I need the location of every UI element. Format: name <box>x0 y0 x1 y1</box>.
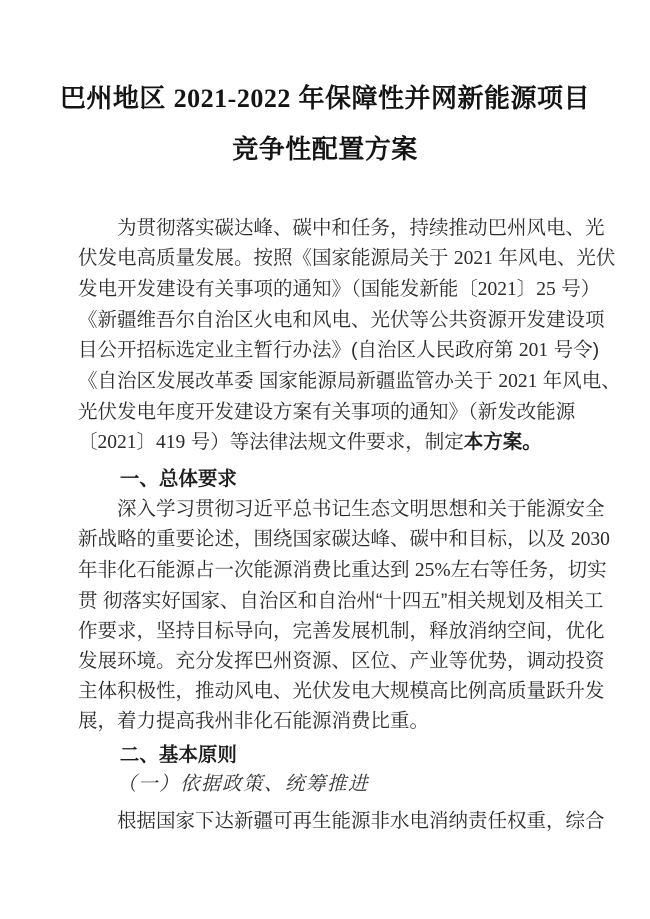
section-heading-2: 二、基本原则 <box>119 744 237 766</box>
paragraph-line: 《自治区发展改革委 国家能源局新疆监管办关于 2021 年风电、 <box>78 370 621 392</box>
paragraph-line: 新战略的重要论述，围绕国家碳达峰、碳中和目标，以及 2030 <box>78 528 610 550</box>
paragraph-line: 作要求，坚持目标导向，完善发展机制，释放消纳空间，优化 <box>78 620 605 642</box>
section-heading-1: 一、总体要求 <box>119 468 237 490</box>
paragraph-line: 伏发电高质量发展。按照《国家能源局关于 2021 年风电、光伏 <box>78 247 616 269</box>
paragraph-line: 根据国家下达新疆可再生能源非水电消纳责任权重，综合 <box>117 810 605 832</box>
paragraph-line: 深入学习贯彻习近平总书记生态文明思想和关于能源安全 <box>117 498 605 520</box>
paragraph-line: 发展环境。充分发挥巴州资源、区位、产业等优势，调动投资 <box>78 650 605 672</box>
emphasized-text: 本方案。 <box>463 431 542 453</box>
paragraph-line: 为贯彻落实碳达峰、碳中和任务，持续推动巴州风电、光 <box>117 217 605 239</box>
paragraph-line: 发电开发建设有关事项的通知》（国能发新能〔2021〕25 号） <box>78 278 601 300</box>
paragraph-line: 贯 彻落实好国家、自治区和自治州“十四五”相关规划及相关工 <box>78 590 604 612</box>
paragraph-line <box>78 427 594 458</box>
document-title <box>0 73 650 175</box>
paragraph-line: 《新疆维吾尔自治区火电和风电、光伏等公共资源开发建设项 <box>78 309 605 331</box>
paragraph-text: 〔2021〕419 号）等法律法规文件要求，制定 <box>78 431 464 453</box>
paragraph-line: 展，着力提高我州非化石能源消费比重。 <box>78 710 430 732</box>
paragraph-line: 目公开招标选定业主暂行办法》(自治区人民政府第 201 号令) <box>78 339 600 361</box>
sub-heading: （一）依据政策、统筹推进 <box>117 774 370 795</box>
title-line-2: 竞争性配置方案 <box>232 134 418 164</box>
paragraph-line: 光伏发电年度开发建设方案有关事项的通知》（新发改能源 <box>78 401 576 423</box>
title-line-1: 巴州地区 2021-2022 年保障性并网新能源项目 <box>59 83 591 113</box>
document-body <box>0 213 650 836</box>
paragraph-line: 主体积极性，推动风电、光伏发电大规模高比例高质量跃升发 <box>78 680 605 702</box>
paragraph-line: 年非化石能源占一次能源消费比重达到 25%左右等任务，切实 <box>78 559 607 581</box>
